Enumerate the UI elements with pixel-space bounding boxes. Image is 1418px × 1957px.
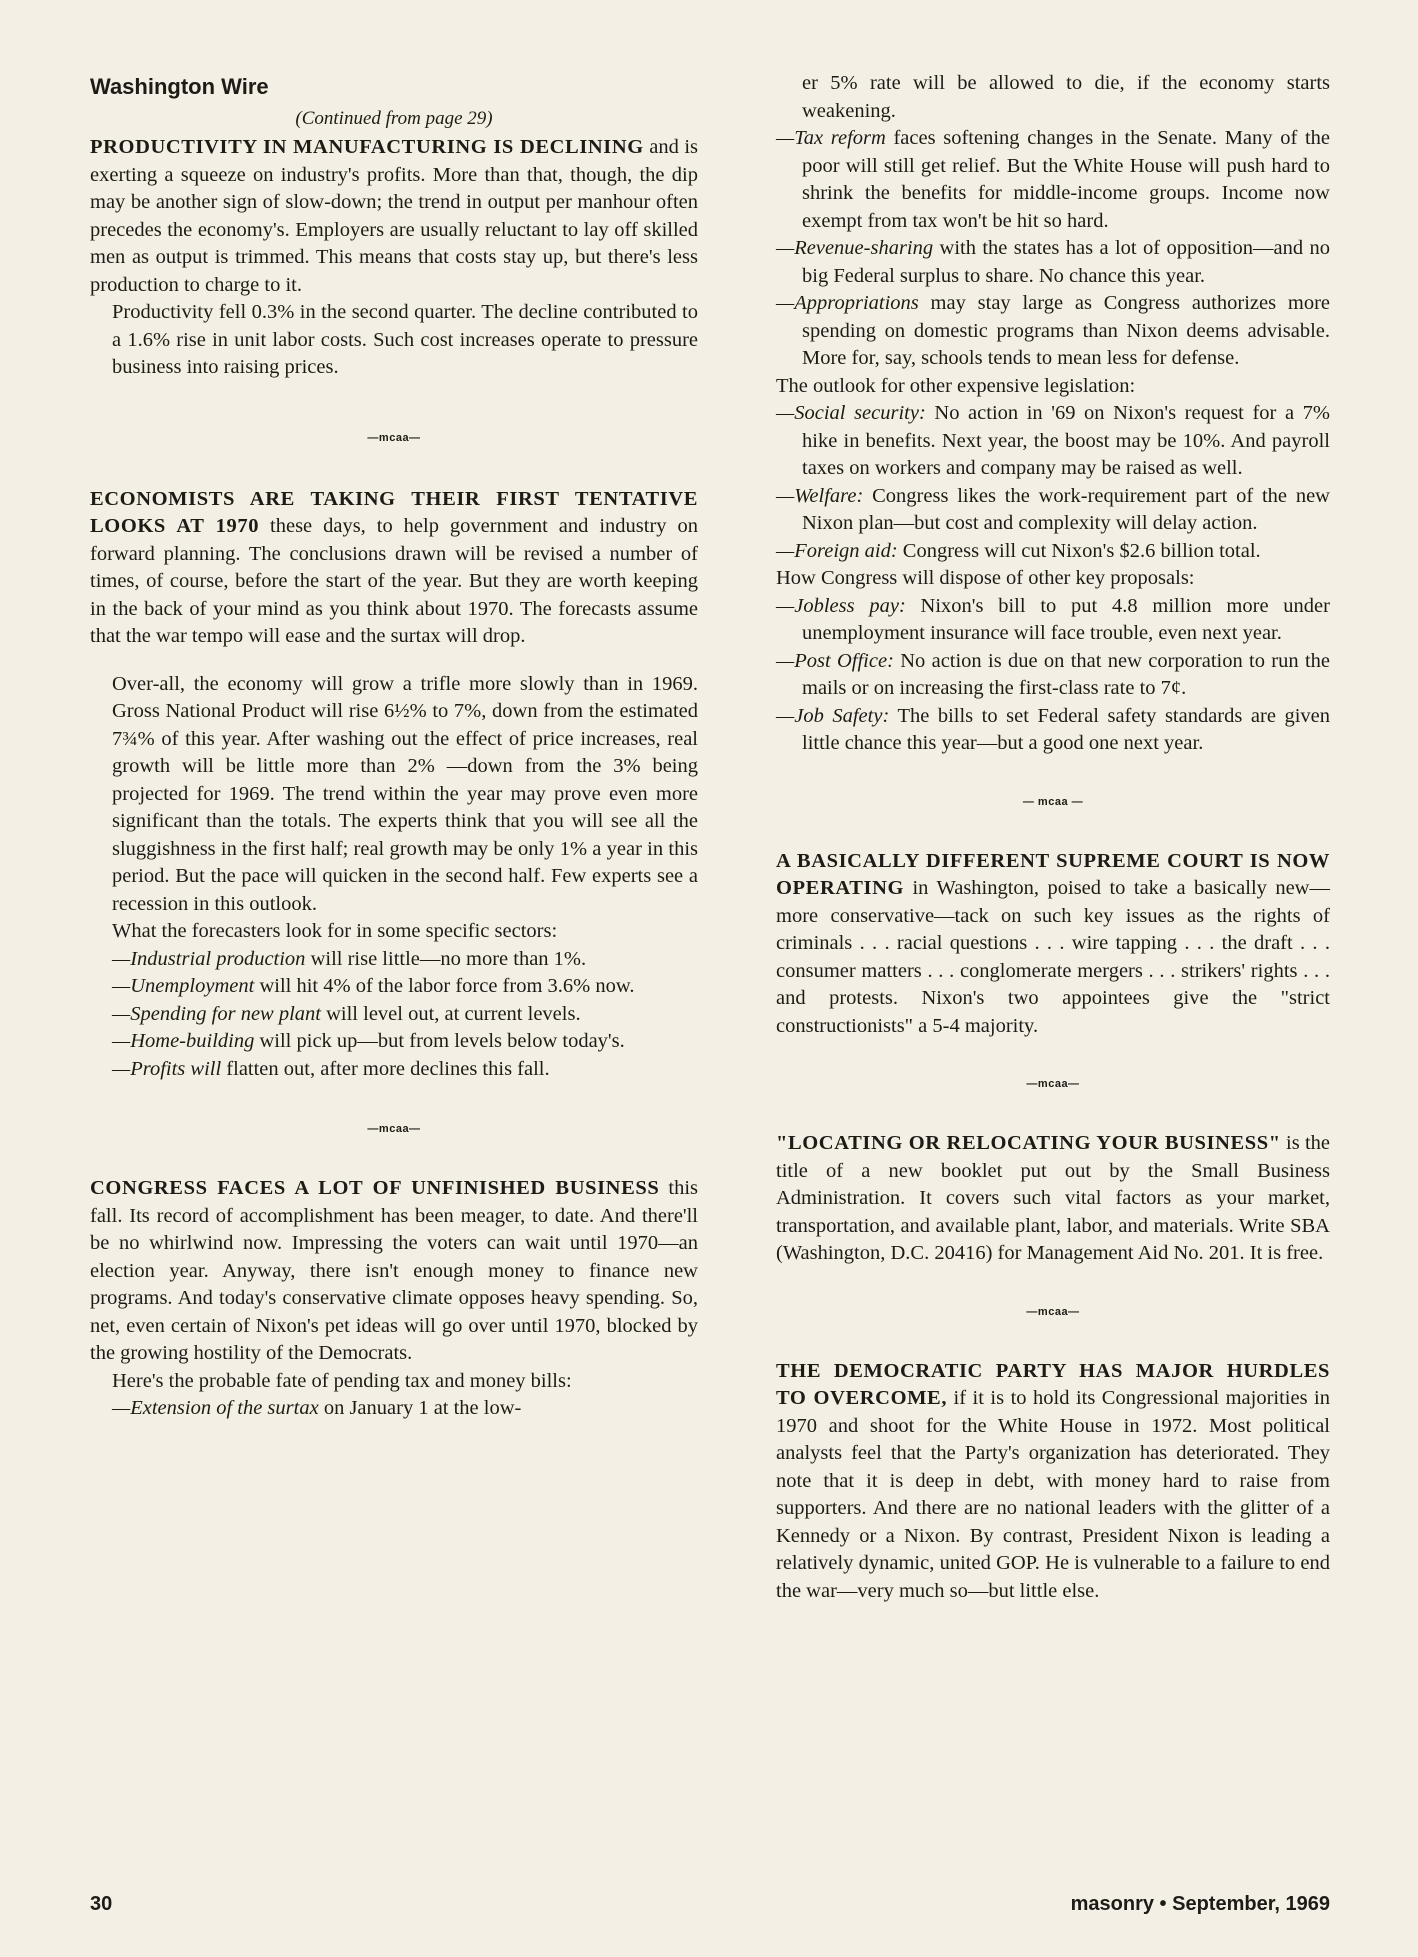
footer-credit — [1071, 1893, 1330, 1916]
continued-note: (Continued from page 29) — [295, 108, 493, 129]
separator: —mcaa— — [367, 431, 421, 444]
court-paragraph — [776, 848, 1330, 1041]
list-item: —Social security: No action in '69 on Nixon's request for a 7% hike in benefits. Next year, the boost may be 10%. And payroll taxes on workers and company may be raised as well. — [776, 402, 1330, 479]
bullet-icon: • — [1159, 1893, 1167, 1915]
publication-name: masonry — [1070, 1893, 1154, 1915]
list-item: —Job Safety: The bills to set Federal safety standards are given little chance this year—but a good one next year. — [776, 704, 1330, 754]
list-item: —Spending for new plant will level out, at current levels. — [112, 1002, 581, 1025]
issue-date: September, 1969 — [1172, 1893, 1330, 1915]
outlook-list — [776, 400, 1330, 565]
right-column — [776, 70, 1330, 1605]
congress-body: this fall. Its record of accomplishment has been meager, to date. And there'll be no whirlwind now. Impressing the voters can wait until 1970—an election year. Anyway, there isn't enough money to finance new programs. And today's conservative climate opposes heavy spending. So, net, even certain of Nixon's pet ideas will go over until 1970, blocked by the growing hostility of the Democrats. — [90, 1177, 698, 1364]
economists-body: these days, to help government and industry on forward planning. The conclusions drawn will be revised a number of times, of course, before the start of the year. But they are worth keeping in the back of your mind as you think about 1970. The forecasts assume that the war tempo will ease and the surtax will drop. — [90, 515, 698, 647]
court-lead: A BASICALLY DIFFERENT SUPREME COURT IS NOW OPERATING — [776, 849, 1330, 899]
proposals-list — [776, 593, 1330, 758]
surtax-continuation: er 5% rate will be allowed to die, if the economy starts weakening. — [802, 72, 1330, 122]
separator: —mcaa— — [367, 1123, 421, 1135]
list-item: —Unemployment will hit 4% of the labor force from 3.6% now. — [112, 975, 635, 997]
proposals-intro: How Congress will dispose of other key proposals: — [776, 567, 1195, 589]
tax-bill-list — [776, 125, 1330, 373]
economists-paragraph — [90, 486, 698, 651]
productivity-lead: PRODUCTIVITY IN MANUFACTURING IS DECLINING — [90, 136, 644, 158]
locating-paragraph — [776, 1130, 1330, 1268]
list-item: —Home-building will pick up—but from levels below today's. — [112, 1030, 625, 1052]
list-item: —Jobless pay: Nixon's bill to put 4.8 million more under unemployment insurance will face trouble, even next year. — [776, 594, 1330, 644]
democratic-body: if it is to hold its Congressional majorities in 1970 and shoot for the White House in 1972. Most political analysts feel that the Party's organization has deteriorated. They note that it is deep in debt, with money hard to raise from supporters. And there are no national leaders with the glitter of a Kennedy or a Nixon. By contrast, President Nixon is leading a relatively dynamic, united GOP. He is vulnerable to a failure to end the war—very much so—but little else. — [776, 1387, 1330, 1602]
congress-paragraph-2: Here's the probable fate of pending tax and money bills: — [112, 1369, 572, 1392]
economists-paragraph-3: What the forecasters look for in some specific sectors: — [112, 920, 558, 942]
outlook-intro: The outlook for other expensive legislation: — [776, 374, 1136, 397]
economists-lead: ECONOMISTS ARE TAKING THEIR FIRST TENTATIVE LOOKS AT 1970 — [90, 487, 698, 537]
section-title: Washington Wire — [90, 74, 269, 99]
court-body: in Washington, poised to take a basically new—more conservative—tack on such key issues as the rights of criminals . . . racial questions . . . wire tapping . . . the draft . . . consumer matters . . . conglomerate mergers . . . strikers' rights . . . and protests. Nixon's two appointees give the "strict constructionists" a 5-4 majority. — [776, 877, 1330, 1037]
list-item: —Industrial production will rise little—no more than 1%. — [112, 947, 587, 970]
democratic-paragraph — [776, 1358, 1330, 1606]
productivity-paragraph-2: Productivity fell 0.3% in the second quarter. The decline contributed to a 1.6% rise in unit labor costs. Such cost increases operate to pressure business into raising prices. — [112, 301, 698, 378]
list-item: —Appropriations may stay large as Congress authorizes more spending on domestic programs than Nixon deems advisable. More for, say, schools tends to mean less for defense. — [776, 292, 1330, 369]
list-item: —Tax reform faces softening changes in the Senate. Many of the poor will still get relief. But the White House will push hard to shrink the benefits for middle-income groups. Income now exempt from tax won't be hit so hard. — [776, 127, 1330, 232]
productivity-body: and is exerting a squeeze on industry's profits. More than that, though, the dip may be another sign of slow-down; the trend in output per manhour often precedes the economy's. Employers are usually reluctant to lay off skilled men as output is trimmed. This means that costs stay up, but there's less production to charge to it. — [90, 136, 698, 296]
congress-paragraph — [90, 1175, 698, 1368]
separator: —mcaa— — [1026, 1305, 1080, 1318]
list-item: —Foreign aid: Congress will cut Nixon's $2.6 billion total. — [776, 539, 1261, 562]
forecast-list — [112, 946, 698, 1084]
separator: — mcaa — — [1022, 795, 1084, 808]
left-column — [90, 74, 698, 1423]
locating-lead: "LOCATING OR RELOCATING YOUR BUSINESS" — [776, 1132, 1281, 1154]
democratic-lead: THE DEMOCRATIC PARTY HAS MAJOR HURDLES TO OVERCOME, — [776, 1359, 1330, 1409]
surtax-item: —Extension of the surtax on January 1 at the low- — [112, 1397, 522, 1419]
list-item: —Revenue-sharing with the states has a lot of opposition—and no big Federal surplus to share. No chance this year. — [776, 237, 1330, 287]
economists-paragraph-2: Over-all, the economy will grow a trifle more slowly than in 1969. Gross National Product will rise 6½% to 7%, down from the estimated 7¾% of this year. After washing out the effect of price increases, real growth will be little more than 2% —down from the 3% being projected for 1969. The trend within the year may prove even more significant than the totals. The experts think that you will see all the sluggishness in the first half; real growth may be only 1% a year in this period. But the pace will quicken in the second half. Few experts see a recession in this outlook. — [112, 672, 698, 915]
separator: —mcaa— — [1026, 1078, 1080, 1090]
locating-body: is the title of a new booklet put out by the Small Business Administration. It covers such vital factors as your market, transportation, and available plant, labor, and materials. Write SBA (Washington, D.C. 20416) for Management Aid No. 201. It is free. — [776, 1132, 1330, 1264]
productivity-paragraph — [90, 134, 698, 299]
page-number: 30 — [90, 1893, 113, 1915]
list-item: —Post Office: No action is due on that new corporation to run the mails or on increasing the first-class rate to 7¢. — [776, 649, 1330, 699]
list-item: —Profits will flatten out, after more declines this fall. — [112, 1057, 550, 1080]
list-item: —Welfare: Congress likes the work-requirement part of the new Nixon plan—but cost and complexity will delay action. — [776, 484, 1330, 534]
congress-lead: CONGRESS FACES A LOT OF UNFINISHED BUSINESS — [90, 1177, 660, 1199]
